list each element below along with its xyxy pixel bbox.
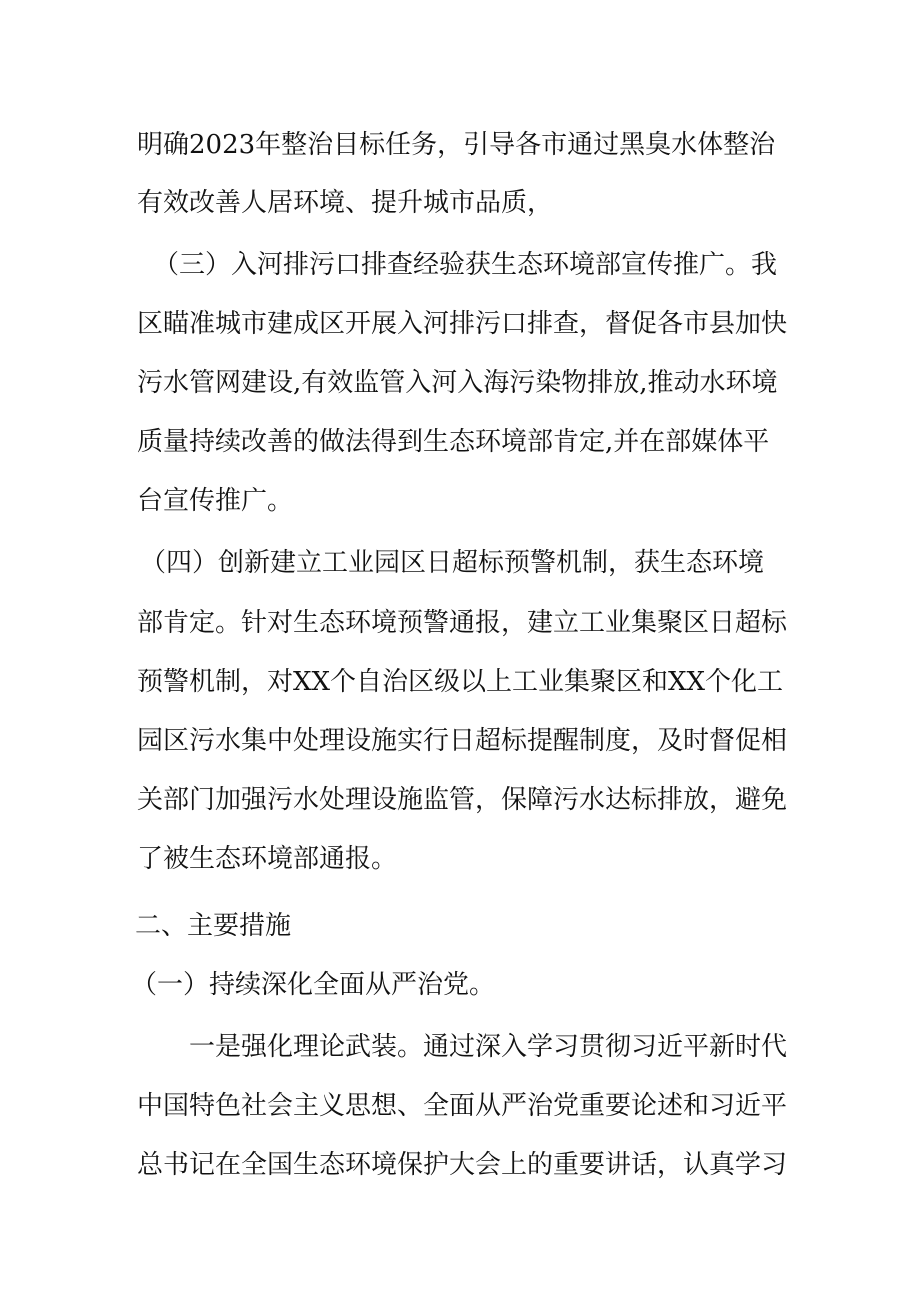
text-line: （三）入河排污口排查经验获生态环境部宣传推广。我	[153, 250, 778, 280]
text-line: 有效改善人居环境、提升城市品质，	[137, 188, 554, 218]
text-line: 中国特色社会主义思想、全面从严治党重要论述和习近平	[137, 1091, 788, 1121]
text-line: 预警机制，对XX个自治区级以上工业集聚区和XX个化工	[137, 667, 784, 697]
text-line: 园区污水集中处理设施实行日超标提醒制度，及时督促相	[137, 726, 788, 756]
text-line: 台宣传推广。	[137, 486, 294, 516]
text-line: 一是强化理论武装。通过深入学习贯彻习近平新时代	[189, 1032, 788, 1062]
text-line: 总书记在全国生态环境保护大会上的重要讲话，认真学习	[137, 1150, 788, 1180]
text-line: 污水管网建设,有效监管入河入海污染物排放,推动水环境	[137, 368, 778, 398]
text-line: 明确2023年整治目标任务，引导各市通过黑臭水体整治	[137, 130, 776, 160]
text-line: （四）创新建立工业园区日超标预警机制，获生态环境	[140, 548, 765, 578]
text-line: 部肯定。针对生态环境预警通报，建立工业集聚区日超标	[137, 608, 788, 638]
text-line: 质量持续改善的做法得到生态环境部肯定,并在部媒体平	[137, 427, 770, 457]
text-line: 关部门加强污水处理设施监管，保障污水达标排放，避免	[137, 785, 788, 815]
text-line: 了被生态环境部通报。	[137, 844, 398, 874]
subsection-heading: （一）持续深化全面从严治党。	[131, 970, 496, 1000]
section-heading: 二、主要措施	[135, 911, 292, 941]
text-line: 区瞄准城市建成区开展入河排污口排查，督促各市县加快	[137, 309, 788, 339]
